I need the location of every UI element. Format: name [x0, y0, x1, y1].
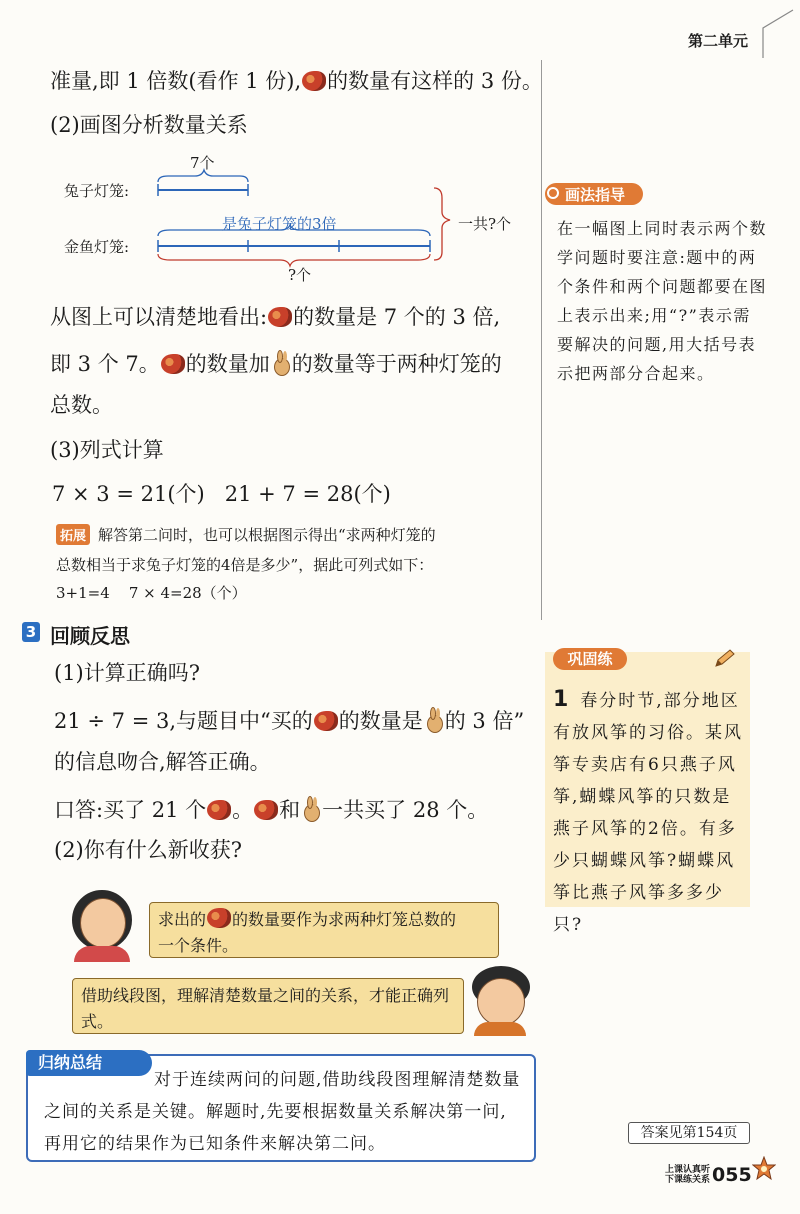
diagram-rabbit-label: 兔子灯笼:: [64, 182, 130, 200]
check-line-1-a: 21 ÷ 7 = 3,与题目中“买的: [54, 709, 313, 733]
rabbit-lantern-icon: [301, 796, 321, 822]
page-number: 055: [712, 1164, 752, 1186]
goldfish-lantern-icon: [207, 800, 231, 820]
bubble1-text-a: 求出的: [158, 910, 207, 929]
analysis-line-3: 总数。: [50, 393, 113, 417]
step3-heading: (3)列式计算: [50, 438, 164, 462]
section-title: 回顾反思: [50, 624, 130, 648]
check-line-1-b: 的数量是: [338, 709, 423, 733]
answer-line-d: 一共买了 28 个。: [322, 798, 489, 822]
guide-text: 在一幅图上同时表示两个数学问题时要注意:题中的两个条件和两个问题都要在图上表示出来;用“?”表示需要解决的问题,用大括号表示把两部分合起来。: [557, 219, 768, 383]
guide-tag: [545, 183, 643, 205]
segment-diagram: [150, 168, 460, 268]
goldfish-lantern-icon: [161, 354, 185, 374]
corner-decoration: [755, 8, 795, 58]
analysis-line-1: [50, 307, 500, 328]
check-line-2: 的信息吻合,解答正确。: [54, 750, 271, 774]
boy-speech-bubble: 借助线段图，理解清楚数量之间的关系，才能正确列式。: [72, 978, 464, 1034]
analysis-line-2-a: 即 3 个 7。: [50, 352, 160, 376]
check2-heading: (2)你有什么新收获?: [54, 838, 243, 862]
answer-line: [54, 796, 488, 822]
unit-label: 第二单元: [688, 32, 749, 50]
diagram-goldfish-label: 金鱼灯笼:: [64, 238, 130, 256]
extension-tag: 拓展: [56, 524, 90, 545]
analysis-line-1-b: 的数量是 7 个的 3 倍,: [293, 305, 501, 329]
summary-text: 对于连续两问的问题,借助线段图理解清楚数量之间的关系是关键。解题时,先要根据数量关系解决第一问,再用它的结果作为已知条件来解决第二问。: [44, 1070, 521, 1154]
bubble1-text-b: 的数量要作为求两种灯笼总数的: [232, 910, 457, 929]
intro-line-text-a: 准量,即 1 倍数(看作 1 份),: [50, 69, 302, 93]
analysis-line-2-c: 的数量等于两种灯笼的: [291, 352, 502, 376]
section-number: 3: [22, 622, 40, 642]
diagram-top-count: 7个: [190, 154, 215, 172]
practice-text: 春分时节,部分地区有放风筝的习俗。某风筝专卖店有6只燕子风筝,蝴蝶风筝的只数是燕子风筝的2倍。有多少只蝴蝶风筝?蝴蝶风筝比燕子风筝多多少只?: [553, 691, 743, 935]
page-slogan: [665, 1165, 710, 1185]
diagram-total: 一共?个: [458, 215, 512, 233]
goldfish-lantern-icon: [254, 800, 278, 820]
practice-problem: [553, 684, 748, 941]
guide-tag-label: 画法指导: [565, 185, 626, 204]
step2-heading: (2)画图分析数量关系: [50, 113, 248, 137]
extension-line-3: 3+1=4 7 × 4=28（个）: [56, 584, 247, 602]
practice-number: 1: [553, 687, 571, 712]
girl-speech-bubble: [149, 902, 499, 958]
practice-tag: 巩固练: [553, 648, 627, 670]
analysis-line-1-a: 从图上可以清楚地看出:: [50, 305, 268, 329]
bubble1-text-c: 一个条件。: [158, 936, 239, 955]
answer-line-b: 。: [232, 798, 254, 822]
diagram-brace-note: 是兔子灯笼的3倍: [222, 215, 337, 233]
analysis-line-2: [50, 350, 502, 376]
slogan-line-2: 下课练关系: [665, 1175, 711, 1185]
column-divider: [541, 60, 542, 620]
goldfish-lantern-icon: [314, 711, 338, 731]
goldfish-lantern-icon: [207, 908, 231, 928]
rabbit-lantern-icon: [424, 707, 444, 733]
answer-reference: 答案见第154页: [628, 1122, 750, 1144]
mascot-icon: [752, 1156, 776, 1184]
intro-line-text-b: 的数量有这样的 3 份。: [327, 69, 543, 93]
check-line-1-c: 的 3 倍”: [444, 709, 525, 733]
extension-line-1-text: 解答第二问时，也可以根据图示得出“求两种灯笼的: [98, 526, 436, 544]
extension-line-2: 总数相当于求兔子灯笼的4倍是多少”，据此可列式如下：: [56, 556, 434, 574]
intro-line: [50, 71, 543, 92]
diagram-bottom-count: ?个: [288, 266, 312, 284]
pointer-icon: [547, 187, 559, 199]
slogan-line-1: 上课认真听: [665, 1165, 711, 1175]
goldfish-lantern-icon: [268, 307, 292, 327]
summary-tag: 归纳总结: [26, 1050, 152, 1076]
check-line-1: [54, 707, 524, 733]
pencil-icon: [714, 648, 736, 668]
answer-line-a: 口答:买了 21 个: [54, 798, 207, 822]
extension-line-1: [56, 524, 436, 545]
answer-line-c: 和: [279, 798, 301, 822]
goldfish-lantern-icon: [302, 71, 326, 91]
analysis-line-2-b: 的数量加: [185, 352, 270, 376]
check1-heading: (1)计算正确吗?: [54, 661, 201, 685]
formula-line: 7 × 3 = 21(个) 21 + 7 = 28(个): [52, 482, 391, 506]
rabbit-lantern-icon: [271, 350, 291, 376]
